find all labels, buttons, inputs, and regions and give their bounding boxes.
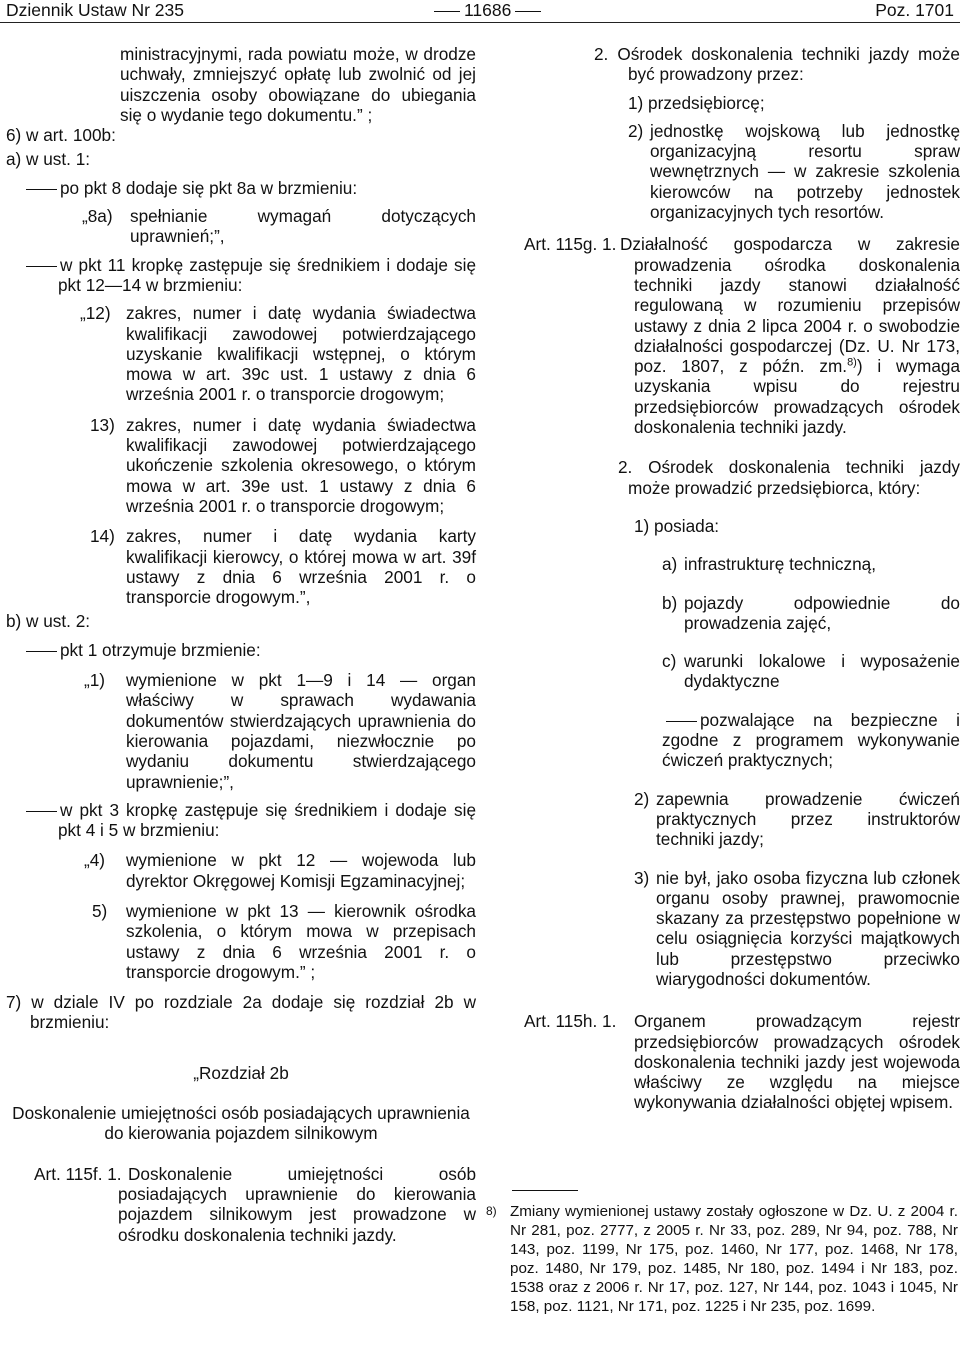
- point-2-zapewnia: 2) zapewnia prowadzenie ćwiczeń praktycznych przez instruktorów techniki jazdy;: [634, 788, 960, 850]
- item-6: 6) w art. 100b:: [6, 125, 116, 146]
- footnote: [486, 1202, 958, 1316]
- dash-instruction: w pkt 3 kropkę zastępuje się średnikiem i dodaje się pkt 4 i 5 w brzmieniu:: [58, 800, 476, 841]
- section-2: 2. Ośrodek doskonalenia techniki jazdy może być prowadzony przez:: [594, 44, 960, 85]
- chapter-title-line-1: Doskonalenie umiejętności osób posiadających uprawnienia: [12, 1103, 470, 1124]
- continuation-text: ministracyjnymi, rada powiatu może, w drodze uchwały, zmniejszyć opłatę lub zwolnić od jej uiszczenia osoby obowiązane do ubiegania się o wydanie tego dokumentu.” ;: [120, 44, 476, 125]
- dash-continuation: pozwalające na bezpieczne i zgodne z programem wykonywanie ćwiczeń praktycznych;: [662, 709, 960, 771]
- point-2-2: 2) jednostkę wojskową lub jednostkę organizacyjną resortu spraw wewnętrznych — w zakresie szkolenia kierowców na potrzeby jednostek organizacyjnych tych resortów.: [628, 120, 960, 223]
- header-dash-left: [434, 11, 460, 12]
- header-rule: [0, 22, 960, 23]
- point-8a: „8a) spełnianie wymagań dotyczących uprawnień;”,: [82, 206, 476, 247]
- point-4: „4) wymienione w pkt 12 — wojewoda lub dyrektor Okręgowej Komisji Egzaminacyjnej;: [84, 850, 476, 891]
- point-a: a) infrastrukturę techniczną,: [662, 554, 877, 575]
- footnote-mark: 8): [486, 1204, 497, 1218]
- dash-instruction: w pkt 11 kropkę zastępuje się średnikiem i dodaje się pkt 12—14 w brzmieniu:: [58, 255, 476, 296]
- page-number: 11686: [430, 0, 545, 20]
- item-7: 7) w dziale IV po rozdziale 2a dodaje się rozdział 2b w brzmieniu:: [6, 992, 476, 1033]
- article-115h: Art. 115h. 1. Organem prowadzącym rejestr przedsiębiorców prowadzących ośrodek doskonalenia techniki jazdy jest wojewoda właściwy ze względu na miejsce wykonywania działalności objętej wpisem.: [524, 1011, 960, 1113]
- chapter-heading: „Rozdział 2b: [193, 1062, 289, 1083]
- footnote-text: Zmiany wymienionej ustawy zostały ogłoszone w Dz. U. z 2004 r. Nr 281, poz. 2777, z 2005 r. Nr 33, poz. 289, Nr 94, poz. 788, Nr 143, poz. 1199, Nr 175, poz. 1460, Nr 177, poz. 1468, Nr 178, poz. 1480, Nr 179, poz. 1485, Nr 180, poz. 1494 i Nr 183, poz. 1538 oraz z 2006 r. Nr 17, poz. 127, Nr 144, poz. 1043 i 1045, Nr 158, poz. 1121, Nr 171, poz. 1225 i Nr 235, poz. 1699.: [510, 1203, 958, 1315]
- article-115f: Art. 115f. 1. Doskonalenie umiejętności osób posiadających uprawnienie do kierowania pojazdem silnikowym jest prowadzone w ośrodku doskonalenia techniki jazdy.: [34, 1163, 476, 1245]
- article-115g: Art. 115g. 1. Działalność gospodarcza w zakresie prowadzenia ośrodka doskonalenia techniki jazdy stanowi działalność regulowaną w rozumieniu przepisów ustawy z dnia 2 lipca 2004 r. o swobodzie działalności gospodarczej (Dz. U. Nr 173, poz. 1807, z późn. zm.$^{8)}$) i wymaga uzyskania wpisu do rejestru przedsiębiorców prowadzących ośrodek doskonalenia techniki jazdy.: [524, 234, 960, 438]
- em-dash: [26, 189, 57, 190]
- em-dash: [26, 811, 57, 812]
- article-115g-2: 2. Ośrodek doskonalenia techniki jazdy może prowadzić przedsiębiorca, który:: [618, 457, 960, 498]
- point-posiada: 1) posiada:: [634, 515, 720, 536]
- dash-instruction: pkt 1 otrzymuje brzmienie:: [26, 640, 476, 660]
- point-5: 5) wymienione w pkt 13 — kierownik ośrodka szkolenia, o którym mowa w przepisach ustawy z dnia 6 września 2001 r. o transporcie drogowym.” ;: [92, 900, 476, 982]
- right-column: [498, 44, 960, 1113]
- point-13: 13) zakres, numer i datę wydania świadectwa kwalifikacji zawodowej potwierdzającego ukończenie szkolenia okresowego, o którym mowa w art. 39e ust. 1 ustawy z dnia 6 września 2001 r. o transporcie drogowym;: [90, 414, 476, 516]
- dash-instruction: po pkt 8 dodaje się pkt 8a w brzmieniu:: [26, 178, 476, 198]
- footnote-rule: [512, 1190, 958, 1191]
- point-2-1: 1) przedsiębiorcę;: [628, 92, 765, 113]
- item-6b: b) w ust. 2:: [6, 611, 91, 632]
- em-dash: [26, 651, 57, 652]
- point-1: „1) wymienione w pkt 1—9 i 14 — organ właściwy w sprawach wydawania dokumentów stwierdzających uprawnienia do kierowania pojazdami, niezwłocznie po wydaniu dokumentu stwierdzającego uprawnienie;”,: [84, 670, 476, 792]
- point-c: c) warunki lokalowe i wyposażenie dydaktyczne: [662, 651, 960, 692]
- header-dash-right: [515, 11, 541, 12]
- point-3-nie-byl: 3) nie był, jako osoba fizyczna lub członek organu osoby prawnej, prawomocnie skazany za przestępstwo popełnione w celu osiągnięcia korzyści majątkowych lub przestępstwo przeciwko wiarygodności dokumentów.: [634, 867, 960, 989]
- point-12: „12) zakres, numer i datę wydania świadectwa kwalifikacji zawodowej potwierdzającego uzyskanie kwalifikacji wstępnej, o którym mowa w art. 39c ust. 1 ustawy z dnia 6 września 2001 r. o transporcie drogowym;: [80, 303, 476, 405]
- point-b: b) pojazdy odpowiednie do prowadzenia zajęć,: [662, 592, 960, 633]
- point-14: 14) zakres, numer i datę wydania karty kwalifikacji kierowcy, o której mowa w art. 39f ustawy z dnia 6 września 2001 r. o transporcie drogowym.”,: [90, 526, 476, 608]
- em-dash: [666, 721, 697, 722]
- item-6a: a) w ust. 1:: [6, 149, 91, 170]
- journal-title: Dziennik Ustaw Nr 235: [6, 0, 184, 20]
- chapter-title-line-2: do kierowania pojazdem silnikowym: [104, 1123, 378, 1144]
- position-number: Poz. 1701: [875, 0, 954, 20]
- left-column: [6, 44, 476, 1245]
- em-dash: [26, 266, 57, 267]
